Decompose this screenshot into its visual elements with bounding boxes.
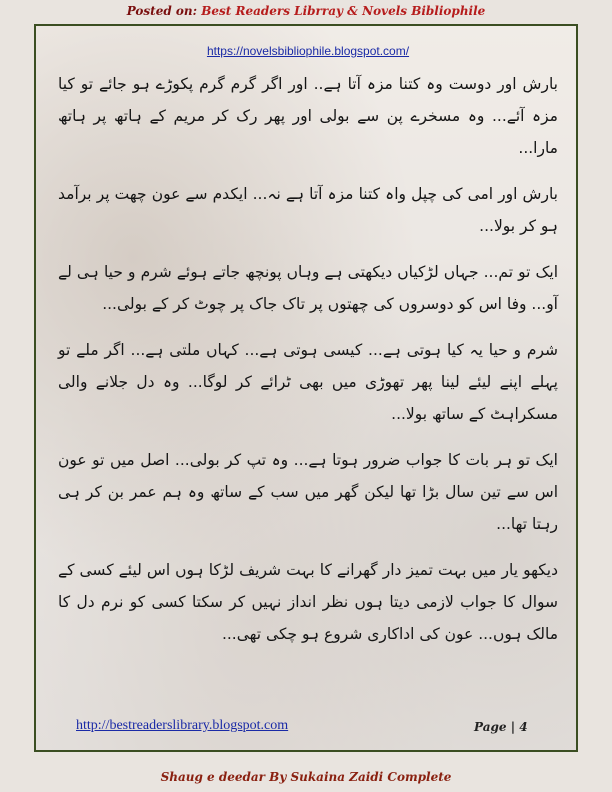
page-number bbox=[474, 720, 574, 734]
story-text bbox=[58, 68, 558, 664]
page-header bbox=[0, 0, 612, 22]
brand-name: Best Readers Librray & Novels Bibliophile bbox=[201, 4, 486, 18]
page-frame bbox=[34, 24, 578, 752]
paragraph-2: بارش اور امی کی چپل واہ کتنا مزہ آتا ہے نہ... ایکدم سے عون چھت پر برآمد ہو کر بولا... bbox=[58, 185, 558, 235]
paragraph-1: بارش اور دوست وہ کتنا مزہ آتا ہے.. اور اگر گرم گرم پکوڑے ہو جائے تو کیا مزہ آئے... وہ مسخرے پن سے بولی اور پھر رک کر مریم کے ہاتھ پر ہاتھ مارا... bbox=[58, 75, 558, 157]
footer-site-link[interactable]: http://bestreaderslibrary.blogspot.com bbox=[76, 718, 289, 733]
page-separator: | bbox=[510, 720, 516, 734]
paragraph-4: شرم و حیا یہ کیا ہوتی ہے... کیسی ہوتی ہے... کہاں ملتی ہے... اگر ملے تو پہلے اپنے لیئے لینا پھر تھوڑی میں بھی ٹرائے کر لوگا... وہ دل جلانے والی مسکراہٹ کے ساتھ بولا... bbox=[58, 341, 558, 423]
page-number-value: 4 bbox=[519, 720, 528, 734]
paragraph-3: ایک تو تم... جہاں لڑکیاں دیکھتی ہے وہاں پونچھ جاتے ہوئے شرم و حیا ہی لے آو... وفا اس کو دوسروں کی چھتوں پر تاک جاک پر چوٹ کر کے بولی... bbox=[58, 263, 558, 313]
paragraph-5: ایک تو ہر بات کا جواب ضرور ہوتا ہے... وہ تپ کر بولی... اصل میں تو عون اس سے تین سال بڑا تھا لیکن گھر میں سب کے ساتھ وہ ہم عمر بن کر ہی رہتا تھا... bbox=[58, 451, 558, 533]
top-site-link[interactable]: https://novelsbibliophile.blogspot.com/ bbox=[206, 44, 410, 58]
page-label: Page bbox=[474, 720, 507, 734]
paragraph-6: دیکھو یار میں بہت تمیز دار گھرانے کا بہت شریف لڑکا ہوں اس لیئے کسی کے سوال کا جواب لازمی دیتا ہوں نظر انداز نہیں کر سکتا کسی کو نرم دل کا مالک ہوں... عون کی اداکاری شروع ہو چکی تھی... bbox=[58, 561, 558, 643]
book-title-footer: Shaug e deedar By Sukaina Zaidi Complete bbox=[160, 770, 452, 784]
posted-on-label: Posted on: bbox=[126, 4, 198, 18]
